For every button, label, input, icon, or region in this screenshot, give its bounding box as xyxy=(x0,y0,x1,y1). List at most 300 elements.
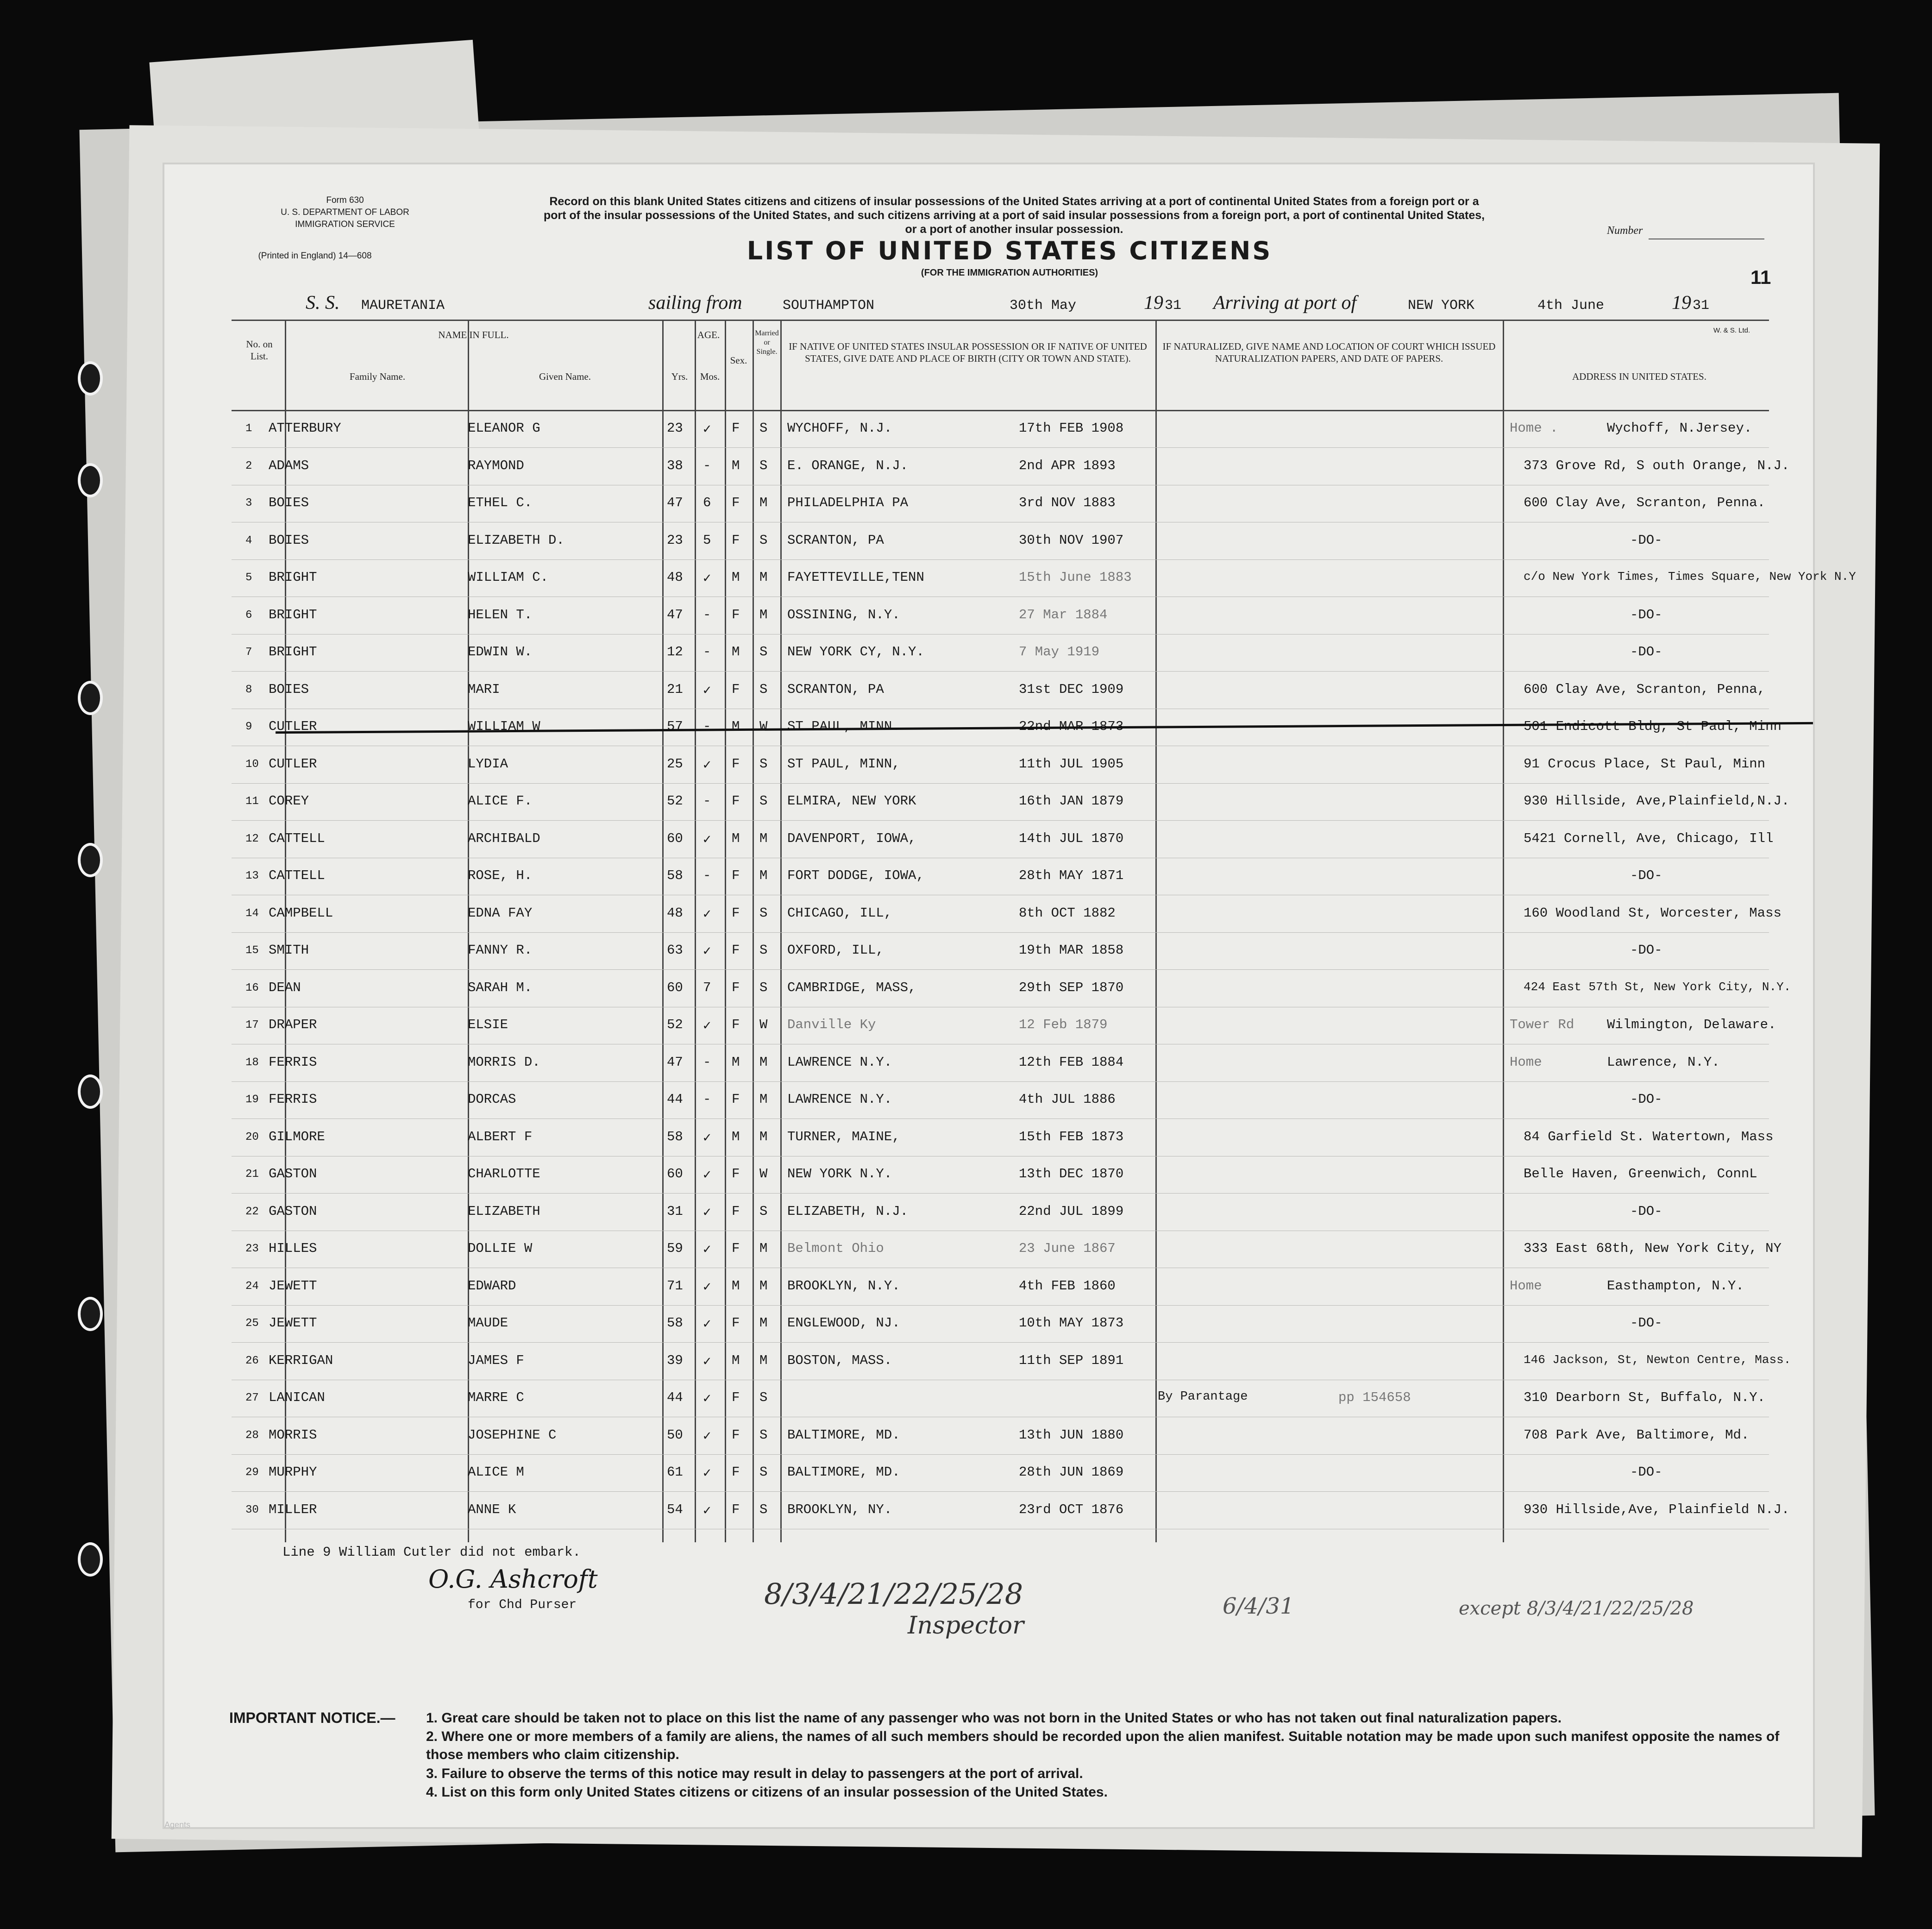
sex: M xyxy=(732,1054,740,1070)
notice-item: 3. Failure to observe the terms of this notice may result in delay to passengers at the port of arrival. xyxy=(426,1766,1083,1781)
age-months: - xyxy=(703,719,711,734)
given-name: ETHEL C. xyxy=(468,495,533,510)
age-months: ✓ xyxy=(703,1205,711,1220)
family-name: BRIGHT xyxy=(269,570,317,585)
age-years: 44 xyxy=(667,1092,683,1107)
sex: F xyxy=(732,1390,740,1405)
birth-date: 12 Feb 1879 xyxy=(1019,1017,1108,1032)
given-name: EDNA FAY xyxy=(468,905,533,921)
address: 333 East 68th, New York City, NY xyxy=(1524,1241,1781,1256)
family-name: FERRIS xyxy=(269,1054,317,1070)
address: 5421 Cornell, Ave, Chicago, Ill xyxy=(1524,830,1774,846)
marital-status: M xyxy=(759,1352,768,1368)
address-prefix: Tower Rd xyxy=(1510,1017,1574,1032)
marital-status: M xyxy=(759,495,768,510)
given-name: ELEANOR G xyxy=(468,421,540,436)
col-birth: IF NATIVE OF UNITED STATES INSULAR POSSESSION OR IF NATIVE OF UNITED STATES, GIVE DATE AND PLACE OF BIRTH (CITY OR TOWN AND STATE). xyxy=(789,341,1147,364)
sex: F xyxy=(732,681,740,697)
marital-status: M xyxy=(759,868,768,883)
address: 424 East 57th St, New York City, N.Y. xyxy=(1524,980,1791,994)
row-rule xyxy=(232,1342,1769,1343)
col-no: No. on List. xyxy=(246,339,273,362)
marital-status: W xyxy=(759,1017,768,1032)
birth-place: E. ORANGE, N.J. xyxy=(787,458,909,473)
row-rule xyxy=(232,1454,1769,1455)
row-number: 11 xyxy=(245,795,259,808)
table-row xyxy=(232,524,1769,560)
birth-place: BROOKLYN, NY. xyxy=(787,1502,892,1517)
sex: F xyxy=(732,1203,740,1219)
age-years: 47 xyxy=(667,607,683,622)
age-years: 60 xyxy=(667,980,683,995)
punch-hole xyxy=(78,361,103,396)
sailing-label: sailing from xyxy=(648,292,742,314)
age-months: - xyxy=(703,458,711,473)
row-number: 29 xyxy=(245,1466,259,1479)
address: 501 Endicott Bldg, St Paul, Minn xyxy=(1524,719,1781,734)
row-rule xyxy=(232,1305,1769,1306)
table-row xyxy=(232,1195,1769,1232)
family-name: CATTELL xyxy=(269,830,325,846)
age-years: 58 xyxy=(667,1129,683,1144)
birth-date: 11th JUL 1905 xyxy=(1019,756,1124,772)
birth-place: BROOKLYN, N.Y. xyxy=(787,1278,900,1294)
birth-place: ST PAUL, MINN. xyxy=(787,719,900,734)
birth-place: NEW YORK CY, N.Y. xyxy=(787,644,924,660)
given-name: DORCAS xyxy=(468,1092,516,1107)
birth-date: 15th June 1883 xyxy=(1019,570,1132,585)
given-name: EDWIN W. xyxy=(468,644,533,660)
punch-hole xyxy=(78,1542,103,1577)
sex: M xyxy=(732,1129,740,1144)
marital-status: M xyxy=(759,1092,768,1107)
row-rule xyxy=(232,559,1769,560)
sex: M xyxy=(732,570,740,585)
age-months: 6 xyxy=(703,495,711,510)
address: -DO- xyxy=(1630,644,1662,660)
row-number: 20 xyxy=(245,1131,259,1144)
marital-status: M xyxy=(759,1315,768,1331)
birth-place: SCRANTON, PA xyxy=(787,532,884,548)
departure-year: 31 xyxy=(1165,298,1182,314)
table-row xyxy=(232,1382,1769,1418)
family-name: GILMORE xyxy=(269,1129,325,1144)
family-name: JEWETT xyxy=(269,1278,317,1294)
arrival-year-prefix: 19 xyxy=(1672,292,1691,314)
ship-name: MAURETANIA xyxy=(361,298,445,314)
family-name: CAMPBELL xyxy=(269,905,333,921)
sex: F xyxy=(732,1241,740,1256)
table-row xyxy=(232,1270,1769,1306)
age-months: - xyxy=(703,607,711,622)
family-name: MORRIS xyxy=(269,1427,317,1443)
sex: M xyxy=(732,1278,740,1294)
age-months: ✓ xyxy=(703,906,711,922)
given-name: JAMES F xyxy=(468,1352,524,1368)
punch-hole xyxy=(78,681,103,715)
age-years: 12 xyxy=(667,644,683,660)
row-number: 9 xyxy=(245,721,252,733)
table-row xyxy=(232,972,1791,1008)
age-years: 63 xyxy=(667,943,683,958)
table-row xyxy=(232,748,1769,784)
purser-label: for Chd Purser xyxy=(468,1598,577,1612)
birth-date: 19th MAR 1858 xyxy=(1019,943,1124,958)
punch-hole xyxy=(78,1074,103,1109)
address: 146 Jackson, St, Newton Centre, Mass. xyxy=(1524,1352,1791,1367)
sex: F xyxy=(732,1315,740,1331)
table-row xyxy=(232,1456,1769,1492)
birth-date: 8th OCT 1882 xyxy=(1019,905,1116,921)
date-note: 6/4/31 xyxy=(1223,1593,1294,1619)
table-row xyxy=(232,487,1769,523)
sex: M xyxy=(732,719,740,734)
row-number: 28 xyxy=(245,1429,259,1442)
age-months: ✓ xyxy=(703,683,711,698)
sheet-number: 11 xyxy=(1750,266,1771,288)
age-months: ✓ xyxy=(703,1391,711,1407)
page-subtitle: (FOR THE IMMIGRATION AUTHORITIES) xyxy=(921,268,1098,278)
age-years: 52 xyxy=(667,793,683,809)
address: Lawrence, N.Y. xyxy=(1607,1054,1720,1070)
family-name: DRAPER xyxy=(269,1017,317,1032)
printed-note: (Printed in England) 14—608 xyxy=(258,251,372,261)
birth-date: 4th FEB 1860 xyxy=(1019,1278,1116,1294)
family-name: ADAMS xyxy=(269,458,309,473)
marital-status: S xyxy=(759,1427,768,1443)
table-row xyxy=(232,1419,1769,1455)
birth-place: CHICAGO, ILL, xyxy=(787,905,892,921)
sex: F xyxy=(732,943,740,958)
sex: M xyxy=(732,644,740,660)
inspector-label: Inspector xyxy=(908,1612,1024,1640)
age-months: - xyxy=(703,1054,711,1070)
row-number: 15 xyxy=(245,944,259,957)
given-name: ELIZABETH D. xyxy=(468,532,565,548)
birth-date: 28th JUN 1869 xyxy=(1019,1464,1124,1480)
col-name-in-full: NAME IN FULL. xyxy=(438,329,509,340)
sex: F xyxy=(732,756,740,772)
row-number: 2 xyxy=(245,459,252,472)
scrap-label: Agents xyxy=(164,1820,191,1829)
sex: M xyxy=(732,458,740,473)
sex: F xyxy=(732,793,740,809)
address: 930 Hillside, Ave,Plainfield,N.J. xyxy=(1524,793,1790,809)
age-years: 52 xyxy=(667,1017,683,1032)
age-years: 31 xyxy=(667,1203,683,1219)
sex: F xyxy=(732,980,740,995)
address: Belle Haven, Greenwich, ConnL xyxy=(1524,1166,1757,1181)
sex: F xyxy=(732,1464,740,1480)
row-number: 1 xyxy=(245,422,252,435)
age-months: ✓ xyxy=(703,757,711,773)
family-name: CUTLER xyxy=(269,756,317,772)
given-name: JOSEPHINE C xyxy=(468,1427,557,1443)
notice-item: 2. Where one or more members of a family are aliens, the names of all such members should be recorded upon the alien manifest. Suitable notation may be made upon such manifest opposite the names of those members who claim citizenship. xyxy=(426,1729,1780,1762)
sex: F xyxy=(732,1502,740,1517)
address: -DO- xyxy=(1630,943,1662,958)
address: Wilmington, Delaware. xyxy=(1607,1017,1776,1032)
col-yrs: Yrs. xyxy=(671,371,688,382)
marital-status: S xyxy=(759,943,768,958)
birth-date: 31st DEC 1909 xyxy=(1019,681,1124,697)
marital-status: S xyxy=(759,1203,768,1219)
given-name: MAUDE xyxy=(468,1315,508,1331)
birth-date: 16th JAN 1879 xyxy=(1019,793,1124,809)
row-number: 19 xyxy=(245,1093,259,1106)
table-top-rule xyxy=(232,320,1769,321)
age-years: 38 xyxy=(667,458,683,473)
age-years: 57 xyxy=(667,719,683,734)
marital-status: M xyxy=(759,1278,768,1294)
marital-status: M xyxy=(759,1054,768,1070)
birth-date: 28th MAY 1871 xyxy=(1019,868,1124,883)
given-name: MORRIS D. xyxy=(468,1054,540,1070)
age-months: - xyxy=(703,793,711,809)
row-number: 14 xyxy=(245,907,259,920)
birth-place: BOSTON, MASS. xyxy=(787,1352,892,1368)
address: -DO- xyxy=(1630,1464,1662,1480)
sex: F xyxy=(732,1166,740,1181)
birth-place: OXFORD, ILL, xyxy=(787,943,884,958)
birth-date: 30th NOV 1907 xyxy=(1019,532,1124,548)
marital-status: M xyxy=(759,570,768,585)
col-given: Given Name. xyxy=(539,371,591,382)
given-name: ALBERT F xyxy=(468,1129,533,1144)
family-name: DEAN xyxy=(269,980,301,995)
table-row xyxy=(232,1009,1776,1045)
age-months: ✓ xyxy=(703,944,711,959)
table-row xyxy=(232,1046,1769,1082)
table-row xyxy=(232,1307,1769,1343)
marital-status: M xyxy=(759,1241,768,1256)
row-number: 4 xyxy=(245,534,252,547)
address: Easthampton, N.Y. xyxy=(1607,1278,1744,1294)
marital-status: S xyxy=(759,421,768,436)
birth-date: 12th FEB 1884 xyxy=(1019,1054,1124,1070)
marital-status: S xyxy=(759,532,768,548)
birth-place: Belmont Ohio xyxy=(787,1241,884,1256)
marital-status: S xyxy=(759,793,768,809)
age-months: ✓ xyxy=(703,1242,711,1257)
sex: F xyxy=(732,868,740,883)
marital-status: M xyxy=(759,1129,768,1144)
sex: F xyxy=(732,1017,740,1032)
given-name: CHARLOTTE xyxy=(468,1166,540,1181)
inspector-stamp: 8/3/4/21/22/25/28 xyxy=(764,1577,1023,1611)
age-months: ✓ xyxy=(703,571,711,586)
marital-status: S xyxy=(759,644,768,660)
age-years: 48 xyxy=(667,570,683,585)
sex: F xyxy=(732,421,740,436)
header-rule xyxy=(232,410,1769,411)
arriving-label: Arriving at port of xyxy=(1213,292,1357,314)
passenger-table xyxy=(232,320,1856,1542)
birth-place: BALTIMORE, MD. xyxy=(787,1427,900,1443)
col-married: Married or Single. xyxy=(755,329,779,356)
number-label: Number xyxy=(1607,225,1643,237)
family-name: BOIES xyxy=(269,681,309,697)
punch-hole xyxy=(78,1297,103,1331)
row-number: 26 xyxy=(245,1354,259,1367)
birth-date: 13th JUN 1880 xyxy=(1019,1427,1124,1443)
family-name: FERRIS xyxy=(269,1092,317,1107)
row-number: 10 xyxy=(245,758,259,771)
row-rule xyxy=(232,1118,1769,1119)
age-months: ✓ xyxy=(703,1130,711,1146)
table-row xyxy=(232,599,1769,635)
age-months: ✓ xyxy=(703,1354,711,1370)
table-row xyxy=(232,1158,1769,1194)
age-months: ✓ xyxy=(703,832,711,848)
col-family: Family Name. xyxy=(349,371,406,382)
marital-status: S xyxy=(759,458,768,473)
birth-date: 29th SEP 1870 xyxy=(1019,980,1124,995)
address: 310 Dearborn St, Buffalo, N.Y. xyxy=(1524,1390,1766,1405)
birth-place: LAWRENCE N.Y. xyxy=(787,1092,892,1107)
birth-place: SCRANTON, PA xyxy=(787,681,884,697)
table-row xyxy=(232,412,1769,448)
form-header xyxy=(257,195,433,231)
age-years: 58 xyxy=(667,868,683,883)
given-name: SARAH M. xyxy=(468,980,533,995)
address: 91 Crocus Place, St Paul, Minn xyxy=(1524,756,1766,772)
age-years: 44 xyxy=(667,1390,683,1405)
age-years: 60 xyxy=(667,1166,683,1181)
age-years: 23 xyxy=(667,532,683,548)
age-months: ✓ xyxy=(703,1168,711,1183)
address: -DO- xyxy=(1630,868,1662,883)
family-name: JEWETT xyxy=(269,1315,317,1331)
age-months: ✓ xyxy=(703,1317,711,1332)
form-instructions: Record on this blank United States citizens and citizens of insular possessions of the United States arriving at a port of continental United States from a foreign port or a port of the insular possessions of the United States, and such citizens arriving at a port of said insular possessions from a foreign port, a port of continental United States, or a port of another insular possession. xyxy=(543,195,1485,236)
punch-hole xyxy=(78,463,103,497)
line9-note: Line 9 William Cutler did not embark. xyxy=(282,1545,581,1560)
table-row xyxy=(232,1345,1791,1381)
row-rule xyxy=(232,447,1769,448)
age-months: - xyxy=(703,644,711,660)
table-row xyxy=(232,823,1774,859)
ss-label: S. S. xyxy=(306,292,340,314)
birth-place: ST PAUL, MINN, xyxy=(787,756,900,772)
marital-status: M xyxy=(759,607,768,622)
address: Wychoff, N.Jersey. xyxy=(1607,421,1752,436)
age-years: 60 xyxy=(667,830,683,846)
row-number: 21 xyxy=(245,1168,259,1181)
family-name: ATTERBURY xyxy=(269,421,341,436)
family-name: BOIES xyxy=(269,495,309,510)
notice-item: 4. List on this form only United States citizens or citizens of an insular possession of the United States. xyxy=(426,1784,1108,1800)
given-name: ELSIE xyxy=(468,1017,508,1032)
marital-status: S xyxy=(759,681,768,697)
row-rule xyxy=(232,1193,1769,1194)
family-name: KERRIGAN xyxy=(269,1352,333,1368)
row-number: 23 xyxy=(245,1243,259,1255)
row-number: 27 xyxy=(245,1392,259,1404)
family-name: CATTELL xyxy=(269,868,325,883)
family-name: BRIGHT xyxy=(269,607,317,622)
birth-place: Danville Ky xyxy=(787,1017,876,1032)
address: -DO- xyxy=(1630,1092,1662,1107)
row-number: 12 xyxy=(245,832,259,845)
table-row xyxy=(232,1083,1769,1119)
marital-status: W xyxy=(759,719,768,734)
given-name: ALICE M xyxy=(468,1464,524,1480)
row-number: 13 xyxy=(245,870,259,882)
address: c/o New York Times, Times Square, New York N.Y xyxy=(1524,570,1856,584)
age-months: ✓ xyxy=(703,1428,711,1444)
marital-status: W xyxy=(759,1166,768,1181)
naturalization: By Parantage xyxy=(1158,1390,1248,1404)
service: IMMIGRATION SERVICE xyxy=(295,220,395,229)
birth-place: LAWRENCE N.Y. xyxy=(787,1054,892,1070)
except-note: except 8/3/4/21/22/25/28 xyxy=(1459,1598,1694,1619)
table-row xyxy=(232,934,1769,970)
table-row xyxy=(232,785,1790,821)
birth-date: 15th FEB 1873 xyxy=(1019,1129,1124,1144)
address: 708 Park Ave, Baltimore, Md. xyxy=(1524,1427,1750,1443)
age-years: 23 xyxy=(667,421,683,436)
birth-date: 7 May 1919 xyxy=(1019,644,1100,660)
col-sex: Sex. xyxy=(730,355,747,366)
age-years: 71 xyxy=(667,1278,683,1294)
address-prefix: Home xyxy=(1510,1054,1542,1070)
address: 373 Grove Rd, S outh Orange, N.J. xyxy=(1524,458,1790,473)
family-name: HILLES xyxy=(269,1241,317,1256)
family-name: CUTLER xyxy=(269,719,317,734)
sex: F xyxy=(732,532,740,548)
birth-date: 3rd NOV 1883 xyxy=(1019,495,1116,510)
row-rule xyxy=(232,1491,1769,1492)
row-number: 24 xyxy=(245,1280,259,1293)
arrival-date: 4th June xyxy=(1537,298,1605,314)
row-number: 25 xyxy=(245,1317,259,1330)
given-name: MARI xyxy=(468,681,500,697)
table-row xyxy=(232,636,1769,672)
given-name: ANNE K xyxy=(468,1502,516,1517)
given-name: LYDIA xyxy=(468,756,508,772)
age-years: 59 xyxy=(667,1241,683,1256)
family-name: BRIGHT xyxy=(269,644,317,660)
col-mos: Mos. xyxy=(700,371,720,382)
age-years: 25 xyxy=(667,756,683,772)
row-number: 5 xyxy=(245,572,252,584)
row-number: 16 xyxy=(245,981,259,994)
row-number: 8 xyxy=(245,683,252,696)
given-name: WILLIAM W xyxy=(468,719,540,734)
given-name: RAYMOND xyxy=(468,458,524,473)
departure-date: 30th May xyxy=(1010,298,1077,314)
given-name: ROSE, H. xyxy=(468,868,533,883)
birth-date: 11th SEP 1891 xyxy=(1019,1352,1124,1368)
marital-status: S xyxy=(759,980,768,995)
table-row xyxy=(232,860,1769,896)
marital-status: S xyxy=(759,905,768,921)
purser-signature: O.G. Ashcroft xyxy=(428,1565,598,1594)
given-name: ARCHIBALD xyxy=(468,830,540,846)
given-name: WILLIAM C. xyxy=(468,570,549,585)
department: U. S. DEPARTMENT OF LABOR xyxy=(281,207,409,217)
row-rule xyxy=(232,783,1769,784)
birth-place: TURNER, MAINE, xyxy=(787,1129,900,1144)
birth-date: 2nd APR 1893 xyxy=(1019,458,1116,473)
family-name: COREY xyxy=(269,793,309,809)
marital-status: S xyxy=(759,1390,768,1405)
birth-place: DAVENPORT, IOWA, xyxy=(787,830,916,846)
marital-status: M xyxy=(759,830,768,846)
table-row xyxy=(232,1232,1781,1269)
form-number: Form 630 xyxy=(326,195,364,205)
